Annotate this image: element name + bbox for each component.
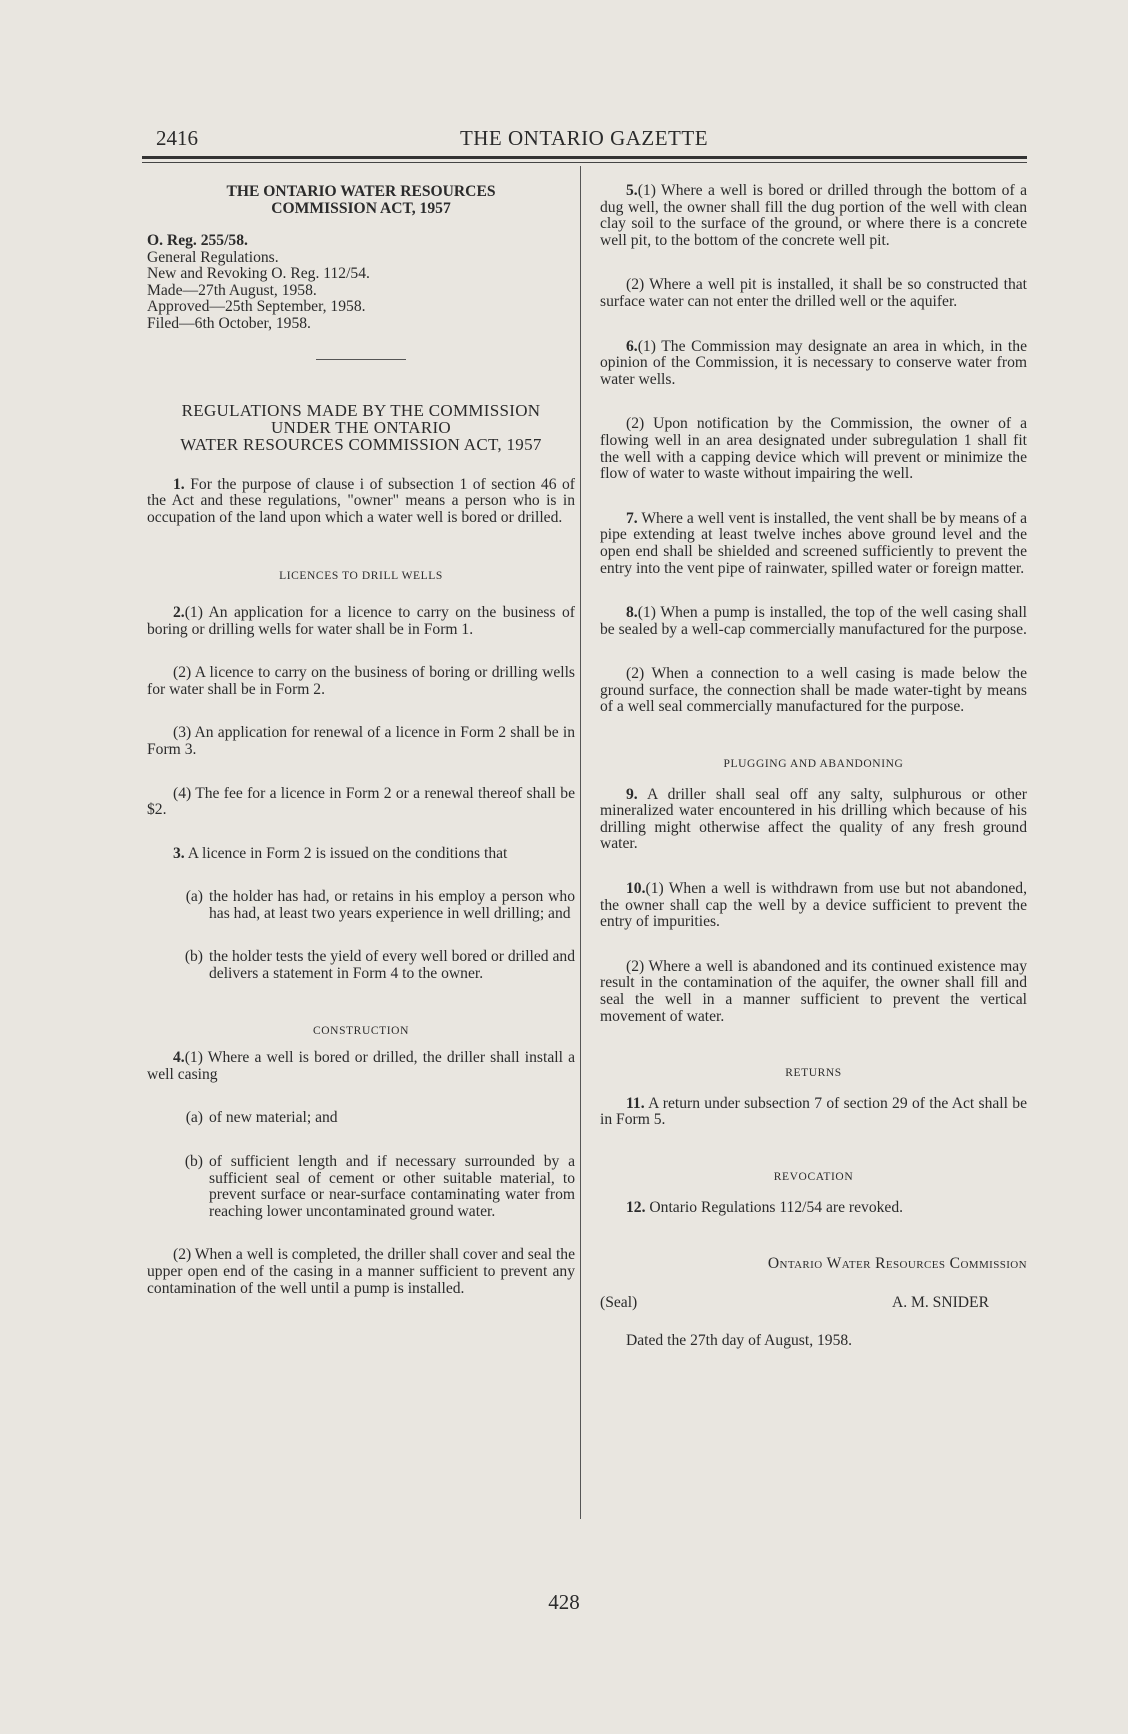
- section-number: 12.: [626, 1198, 646, 1216]
- section-text: (1) When a pump is installed, the top of the well casing shall be sealed by a well-cap commercially manufactured for the purpose.: [600, 604, 1027, 638]
- section-5-1: [600, 183, 1027, 249]
- section-text: (1) Where a well is bored or drilled through the bottom of a dug well, the owner shall fill the dug portion of the well with clean clay soil to the surface of the ground, or where there is a concrete well pit, to the bottom of the concrete well pit.: [600, 182, 1027, 249]
- act-title: [147, 183, 575, 217]
- signature-row: [600, 1295, 1027, 1312]
- section-12: [600, 1200, 1027, 1217]
- act-title-line-1: THE ONTARIO WATER RESOURCES: [226, 183, 496, 200]
- section-text: A return under subsection 7 of section 29 of the Act shall be in Form 5.: [600, 1094, 1027, 1129]
- section-text: (1) An application for a licence to carry on the business of boring or drilling wells for water shall be in Form 1.: [147, 603, 575, 638]
- section-text: A licence in Form 2 is issued on the conditions that: [187, 844, 508, 862]
- act-title-line-2: COMMISSION ACT, 1957: [271, 200, 451, 217]
- header-rule-thick: [142, 156, 1027, 159]
- section-number: 1.: [173, 475, 185, 493]
- section-2-2: (2) A licence to carry on the business of boring or drilling wells for water shall be in Form 2.: [147, 664, 575, 698]
- section-number: 3.: [173, 844, 185, 862]
- regulations-heading-line-1: REGULATIONS MADE BY THE COMMISSION: [181, 400, 541, 420]
- section-text: For the purpose of clause i of subsection 1 of section 46 of the Act and these regulations, "owner" means a person who is in occupation of the land upon which a water well is bored or drilled.: [147, 475, 575, 526]
- right-column: [600, 183, 1027, 1350]
- section-number: 8.: [626, 604, 638, 622]
- regulations-heading-line-2: UNDER THE ONTARIO: [270, 417, 452, 437]
- header-rule-thin: [142, 162, 1027, 163]
- clause-4a: [147, 1110, 575, 1127]
- section-text: (1) When a well is withdrawn from use but not abandoned, the owner shall cap the well by a device sufficient to prevent the entry of impurities.: [600, 880, 1027, 931]
- regulations-heading-line-3: WATER RESOURCES COMMISSION ACT, 1957: [180, 434, 542, 454]
- clause-label: (a): [185, 888, 203, 906]
- regulation-info: [147, 233, 575, 333]
- licences-heading: LICENCES TO DRILL WELLS: [279, 570, 443, 583]
- section-number: 9.: [626, 785, 638, 803]
- section-number: 11.: [626, 1094, 645, 1112]
- page-number: 2416: [156, 126, 198, 150]
- page-header: [142, 122, 1026, 156]
- regulation-line: New and Revoking O. Reg. 112/54.: [147, 265, 370, 283]
- commission-name: Ontario Water Resources Commission: [767, 1255, 1027, 1273]
- section-6-1: [600, 339, 1027, 389]
- seal-label: (Seal): [600, 1293, 638, 1311]
- section-text: A driller shall seal off any salty, sulphurous or other mineralized water encountered in his drilling which because of his drilling might otherwise affect the quality of any fresh ground water.: [600, 785, 1027, 853]
- section-text: (1) Where a well is bored or drilled, the driller shall install a well casing: [147, 1049, 575, 1083]
- column-divider: [580, 166, 581, 1519]
- section-8-2: (2) When a connection to a well casing is made below the ground surface, the connection shall be made water-tight by means of a well seal commercially manufactured for the purpose.: [600, 665, 1027, 716]
- section-text: (1) The Commission may designate an area in which, in the opinion of the Commission, it is necessary to conserve water from water wells.: [600, 337, 1027, 388]
- clause-text: the holder has had, or retains in his employ a person who has had, at least two years experience in well drilling; and: [209, 888, 575, 922]
- regulation-line: Made—27th August, 1958.: [147, 281, 317, 299]
- section-2-1: [147, 605, 575, 638]
- regulation-number: O. Reg. 255/58.: [147, 232, 248, 249]
- section-text: Where a well vent is installed, the vent shall be by means of a pipe extending at least twelve inches above ground level and the open end shall be shielded and screened sufficiently to prevent the entry into the vent pipe of rainwater, spilled water or foreign matter.: [600, 509, 1027, 577]
- section-11: [600, 1096, 1027, 1129]
- section-6-2: (2) Upon notification by the Commission, the owner of a flowing well in an area designated under subregulation 1 shall fit the well with a capping device which will prevent or minimize the flow of water to waste without impairing the well.: [600, 415, 1027, 483]
- section-2-4: (4) The fee for a licence in Form 2 or a renewal thereof shall be $2.: [147, 784, 575, 819]
- section-4-1: [147, 1050, 575, 1083]
- signer-name: A. M. SNIDER: [891, 1293, 989, 1311]
- regulation-line: Filed—6th October, 1958.: [147, 314, 311, 332]
- regulation-line: Approved—25th September, 1958.: [147, 298, 366, 316]
- regulations-heading: [147, 402, 575, 453]
- section-2-3: (3) An application for renewal of a licence in Form 2 shall be in Form 3.: [147, 724, 575, 758]
- clause-label: (b): [184, 1153, 203, 1171]
- clause-4b: [147, 1154, 575, 1220]
- section-8-1: [600, 605, 1027, 638]
- left-column: [147, 183, 575, 1297]
- section-number: 5.: [626, 182, 638, 199]
- section-number: 10.: [626, 880, 646, 898]
- regulation-line: General Regulations.: [147, 248, 279, 266]
- section-rule: [316, 359, 406, 360]
- section-text: Ontario Regulations 112/54 are revoked.: [649, 1198, 904, 1216]
- section-number: 2.: [173, 603, 185, 621]
- clause-3b: [147, 949, 575, 982]
- revocation-heading: REVOCATION: [773, 1170, 854, 1183]
- section-3: [147, 846, 575, 863]
- construction-heading: CONSTRUCTION: [312, 1024, 409, 1037]
- section-9: [600, 787, 1027, 853]
- clause-label: (b): [184, 948, 203, 966]
- section-1: [147, 477, 575, 527]
- section-10-1: [600, 881, 1027, 931]
- plugging-heading: PLUGGING AND ABANDONING: [723, 758, 904, 771]
- section-5-2: (2) Where a well pit is installed, it shall be so constructed that surface water can not enter the drilled well or the aquifer.: [600, 276, 1027, 310]
- returns-heading: RETURNS: [785, 1067, 842, 1080]
- section-7: [600, 511, 1027, 577]
- section-4-2: (2) When a well is completed, the driller shall cover and seal the upper open end of the casing in a manner sufficient to prevent any contamination of the well until a pump is installed.: [147, 1246, 575, 1297]
- section-number: 6.: [626, 337, 638, 355]
- gazette-title: THE ONTARIO GAZETTE: [459, 126, 709, 150]
- section-number: 4.: [173, 1049, 185, 1067]
- clause-text: of sufficient length and if necessary surrounded by a sufficient seal of cement or other suitable material, to prevent surface or near-surface contaminating water from reaching lower uncontaminated ground water.: [209, 1153, 575, 1220]
- section-10-2: (2) Where a well is abandoned and its continued existence may result in the contamination of the aquifer, the owner shall fill and seal the well in a manner sufficient to prevent the vertical movement of water.: [600, 957, 1027, 1025]
- footer-page-number: 428: [548, 1590, 580, 1614]
- clause-text: of new material; and: [209, 1109, 338, 1127]
- section-number: 7.: [626, 509, 638, 527]
- clause-label: (a): [185, 1109, 203, 1127]
- clause-3a: [147, 889, 575, 922]
- dated-line: Dated the 27th day of August, 1958.: [626, 1332, 853, 1350]
- clause-text: the holder tests the yield of every well bored or drilled and delivers a statement in Form 4 to the owner.: [209, 948, 575, 983]
